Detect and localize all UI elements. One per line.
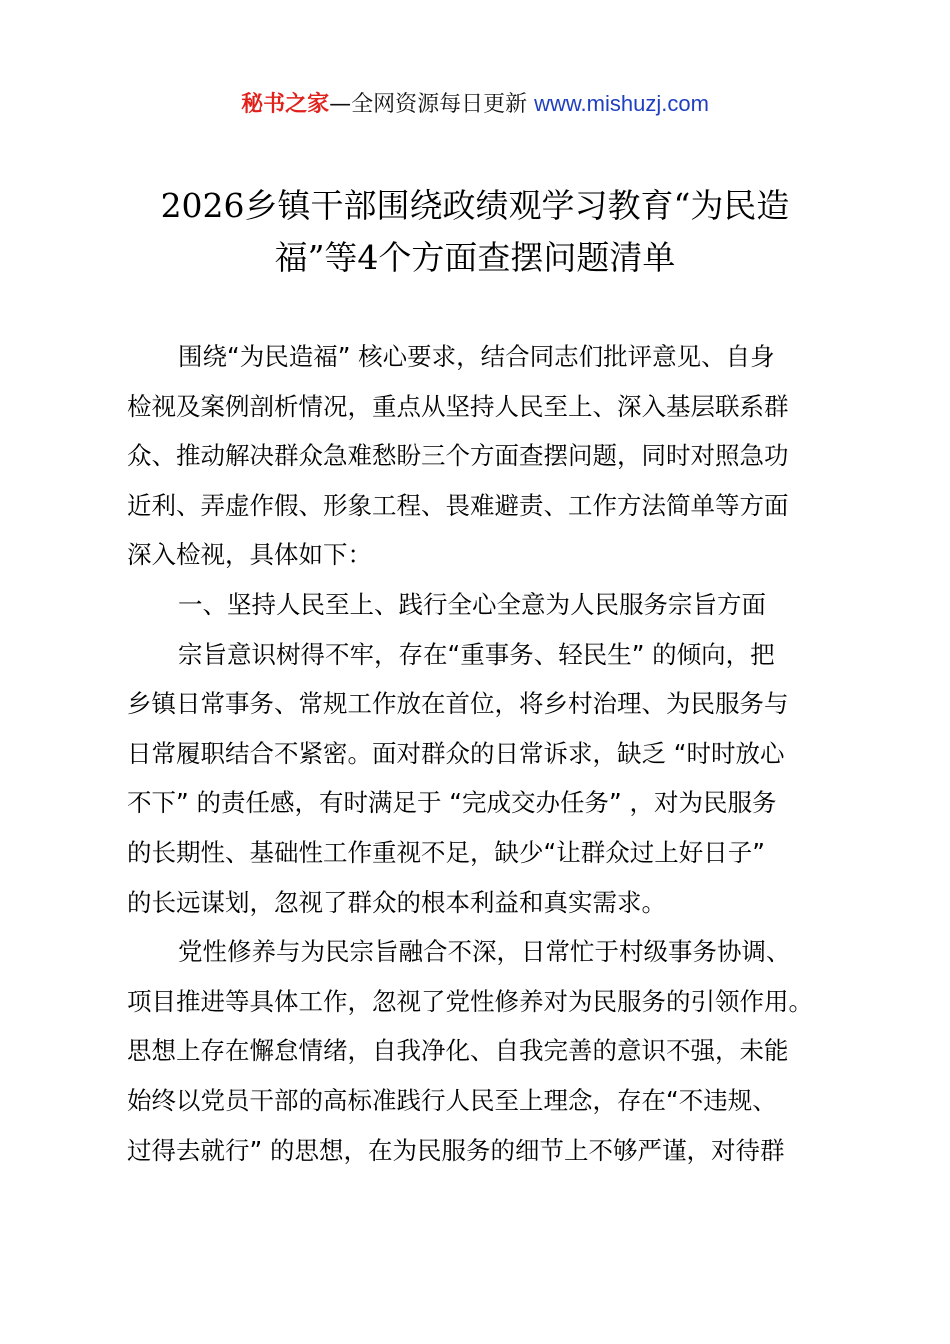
paragraph-line: 的长远谋划，忽视了群众的根本利益和真实需求。 (127, 887, 666, 917)
paragraph-line: 思想上存在懈怠情绪，自我净化、自我完善的意识不强，未能 (127, 1036, 789, 1066)
site-header (0, 88, 950, 121)
paragraph-line: 检视及案例剖析情况，重点从坚持人民至上、深入基层联系群 (127, 391, 789, 421)
paragraph-line: 近利、弄虚作假、形象工程、畏难避责、工作方法简单等方面 (127, 490, 789, 520)
paragraph-line: 众、推动解决群众急难愁盼三个方面查摆问题，同时对照急功 (127, 441, 789, 471)
paragraph-line: 的长期性、基础性工作重视不足，缺少“让群众过上好日子” (127, 837, 765, 867)
paragraph-line: 日常履职结合不紧密。面对群众的日常诉求，缺乏 “时时放心 (127, 738, 785, 768)
paragraph-line: 深入检视，具体如下： (127, 540, 372, 570)
document-body (127, 332, 847, 1175)
site-url-link[interactable]: www.mishuzj.com (534, 91, 709, 116)
section-heading: 一、坚持人民至上、践行全心全意为人民服务宗旨方面 (178, 589, 766, 619)
paragraph-line: 始终以党员干部的高标准践行人民至上理念，存在“不违规、 (127, 1085, 777, 1115)
title-line: 福”等4个方面查摆问题清单 (274, 238, 676, 277)
site-tagline: —全网资源每日更新 (329, 92, 535, 117)
paragraph-line: 乡镇日常事务、常规工作放在首位，将乡村治理、为民服务与 (127, 689, 789, 719)
title-line: 2026乡镇干部围绕政绩观学习教育“为民造 (160, 186, 790, 225)
site-brand: 秘书之家 (241, 92, 330, 117)
paragraph-line: 不下” 的责任感，有时满足于 “完成交办任务” ，对为民服务 (127, 788, 777, 818)
paragraph-line: 党性修养与为民宗旨融合不深，日常忙于村级事务协调、 (178, 937, 791, 967)
paragraph-line: 项目推进等具体工作，忽视了党性修养对为民服务的引领作用。 (127, 986, 813, 1016)
paragraph-line: 宗旨意识树得不牢，存在“重事务、轻民生” 的倾向，把 (178, 639, 775, 669)
document-title (100, 180, 850, 284)
paragraph-line: 围绕“为民造福” 核心要求，结合同志们批评意见、自身 (178, 342, 775, 371)
paragraph-line: 过得去就行” 的思想，在为民服务的细节上不够严谨，对待群 (127, 1135, 785, 1165)
